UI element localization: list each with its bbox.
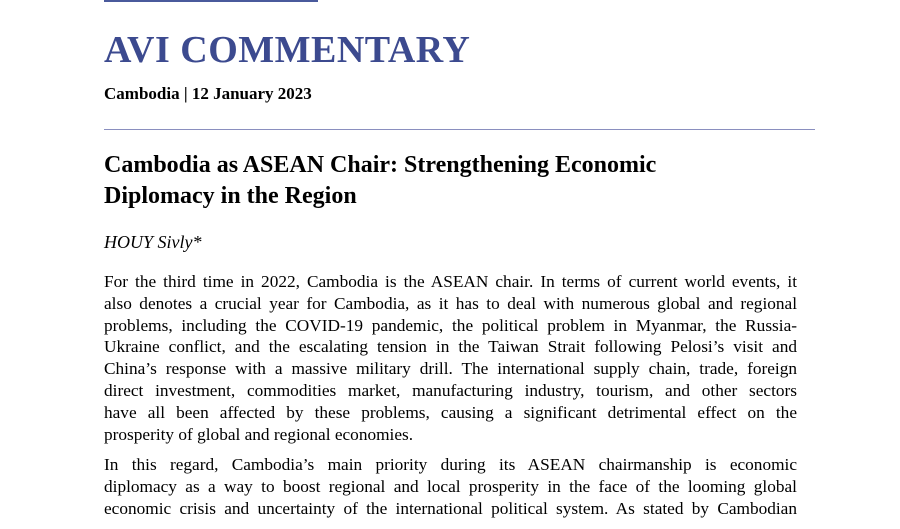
paragraph: [104, 454, 797, 519]
body-line: economic crisis and uncertainty of the international political system. As stated by Cambodian: [104, 498, 797, 518]
body-line: have all been affected by these problems, causing a significant detrimental effect on the: [104, 402, 797, 422]
body-line: Ukraine conflict, and the escalating tension in the Taiwan Strait following Pelosi’s visit and: [104, 337, 797, 357]
article-body: [104, 271, 797, 529]
body-line: China’s response with a massive military drill. The international supply chain, trade, foreign: [104, 359, 797, 379]
body-line: direct investment, commodities market, manufacturing industry, tourism, and other sectors: [104, 380, 797, 400]
body-line: In this regard, Cambodia’s main priority during its ASEAN chairmanship is economic: [104, 455, 797, 475]
body-line: For the third time in 2022, Cambodia is the ASEAN chair. In terms of current world events, it: [104, 272, 797, 291]
body-line: problems, including the COVID-19 pandemic, the political problem in Myanmar, the Russia-: [104, 315, 797, 335]
article-title: [104, 150, 804, 212]
author-byline: HOUY Sivly*: [104, 232, 202, 252]
series-title: AVI COMMENTARY: [104, 29, 471, 71]
article-title-line: Diplomacy in the Region: [104, 183, 357, 209]
body-line: diplomacy as a way to boost regional and local prosperity in the face of the looming global: [104, 477, 797, 497]
dateline: Cambodia | 12 January 2023: [104, 84, 312, 103]
top-rule: [104, 0, 318, 2]
header-divider: [104, 129, 815, 130]
body-line: also denotes a crucial year for Cambodia, as it has to deal with numerous global and regional: [104, 293, 797, 313]
paragraph: [104, 271, 797, 445]
body-line: prosperity of global and regional economies.: [104, 424, 414, 444]
article-title-line: Cambodia as ASEAN Chair: Strengthening Economic: [104, 152, 657, 178]
